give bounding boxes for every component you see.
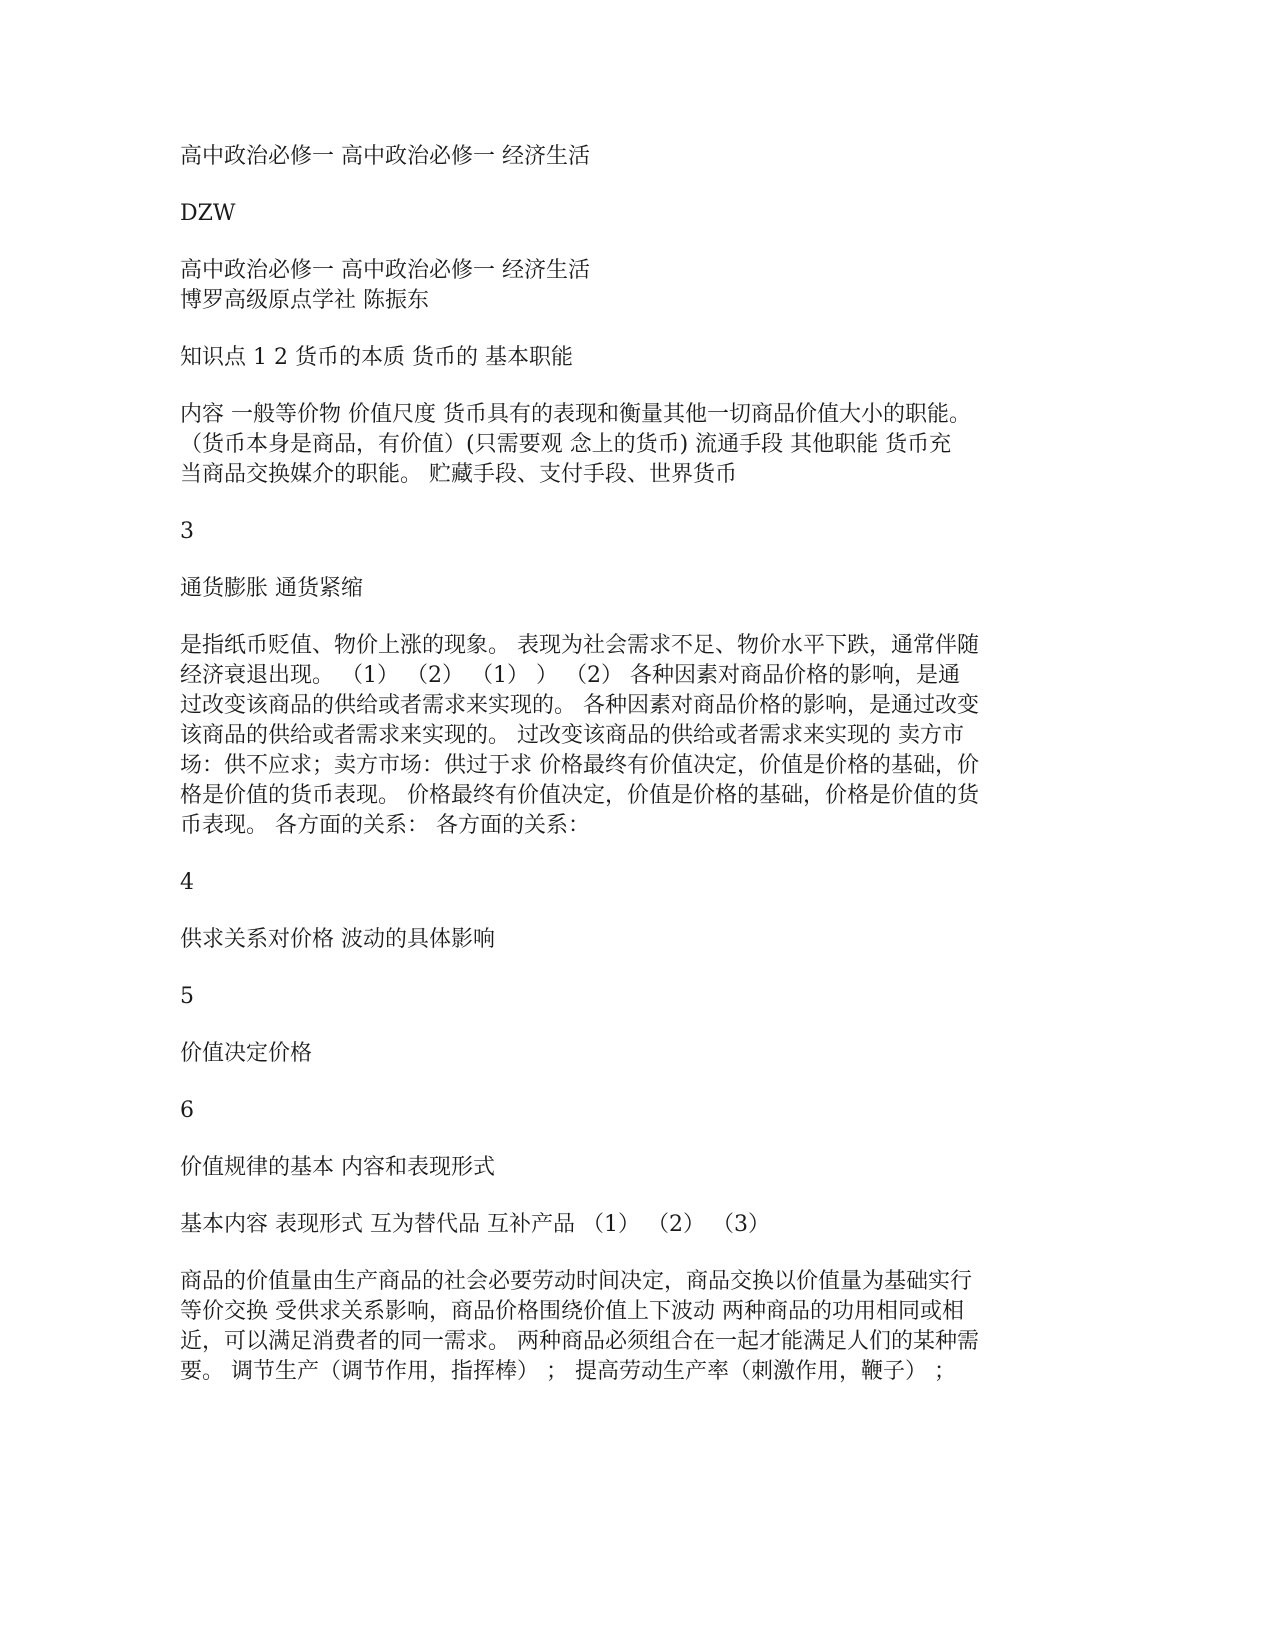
currency-functions-paragraph: 内容 一般等价物 价值尺度 货币具有的表现和衡量其他一切商品价值大小的职能。 （货币本身是商品，有价值）(只需要观 念上的货币) 流通手段 其他职能 货币充 当商品交换媒介的职能。 贮藏手段、支付手段、世界货币	[180, 402, 971, 487]
title-block: 高中政治必修一 高中政治必修一 经济生活 博罗高级原点学社 陈振东	[180, 258, 590, 313]
section-number: 6	[180, 1098, 194, 1123]
section-heading: 供求关系对价格 波动的具体影响	[180, 927, 495, 952]
value-law-labels: 基本内容 表现形式 互为替代品 互补产品 （1） （2） （3）	[180, 1212, 770, 1237]
section-number: 5	[180, 984, 194, 1009]
value-law-paragraph: 商品的价值量由生产商品的社会必要劳动时间决定，商品交换以价值量为基础实行 等价交换 受供求关系影响，商品价格围绕价值上下波动 两种商品的功用相同或相 近，可以满足消费者的同一需求。 两种商品必须组合在一起才能满足人们的某种需 要。 调节生产（调节作用，指挥棒） ； 提高劳动生产率（刺激作用，鞭子） ；	[180, 1269, 979, 1384]
section-number: 3	[180, 519, 194, 544]
knowledge-point-heading: 知识点 1 2 货币的本质 货币的 基本职能	[180, 345, 573, 370]
section-number: 4	[180, 870, 194, 895]
section-heading: 价值规律的基本 内容和表现形式	[180, 1155, 495, 1180]
document-page	[180, 142, 1080, 1387]
header-title: 高中政治必修一 高中政治必修一 经济生活	[180, 144, 590, 169]
section-heading: 价值决定价格	[180, 1041, 313, 1066]
section-heading: 通货膨胀 通货紧缩	[180, 576, 363, 601]
inflation-paragraph: 是指纸币贬值、物价上涨的现象。 表现为社会需求不足、物价水平下跌，通常伴随 经济衰退出现。 （1） （2） （1） ） （2） 各种因素对商品价格的影响，是通 过改变该商品的供给或者需求来实现的。 各种因素对商品价格的影响，是通过改变 该商品的供给或者需求来实现的。 过改变该商品的供给或者需求来实现的 卖方市 场：供不应求；卖方市场：供过于求 价格最终有价值决定，价值是价格的基础，价 格是价值的货币表现。 价格最终有价值决定，价值是价格的基础，价格是价值的货 币表现。 各方面的关系： 各方面的关系：	[180, 633, 979, 838]
author-code: DZW	[180, 201, 236, 226]
